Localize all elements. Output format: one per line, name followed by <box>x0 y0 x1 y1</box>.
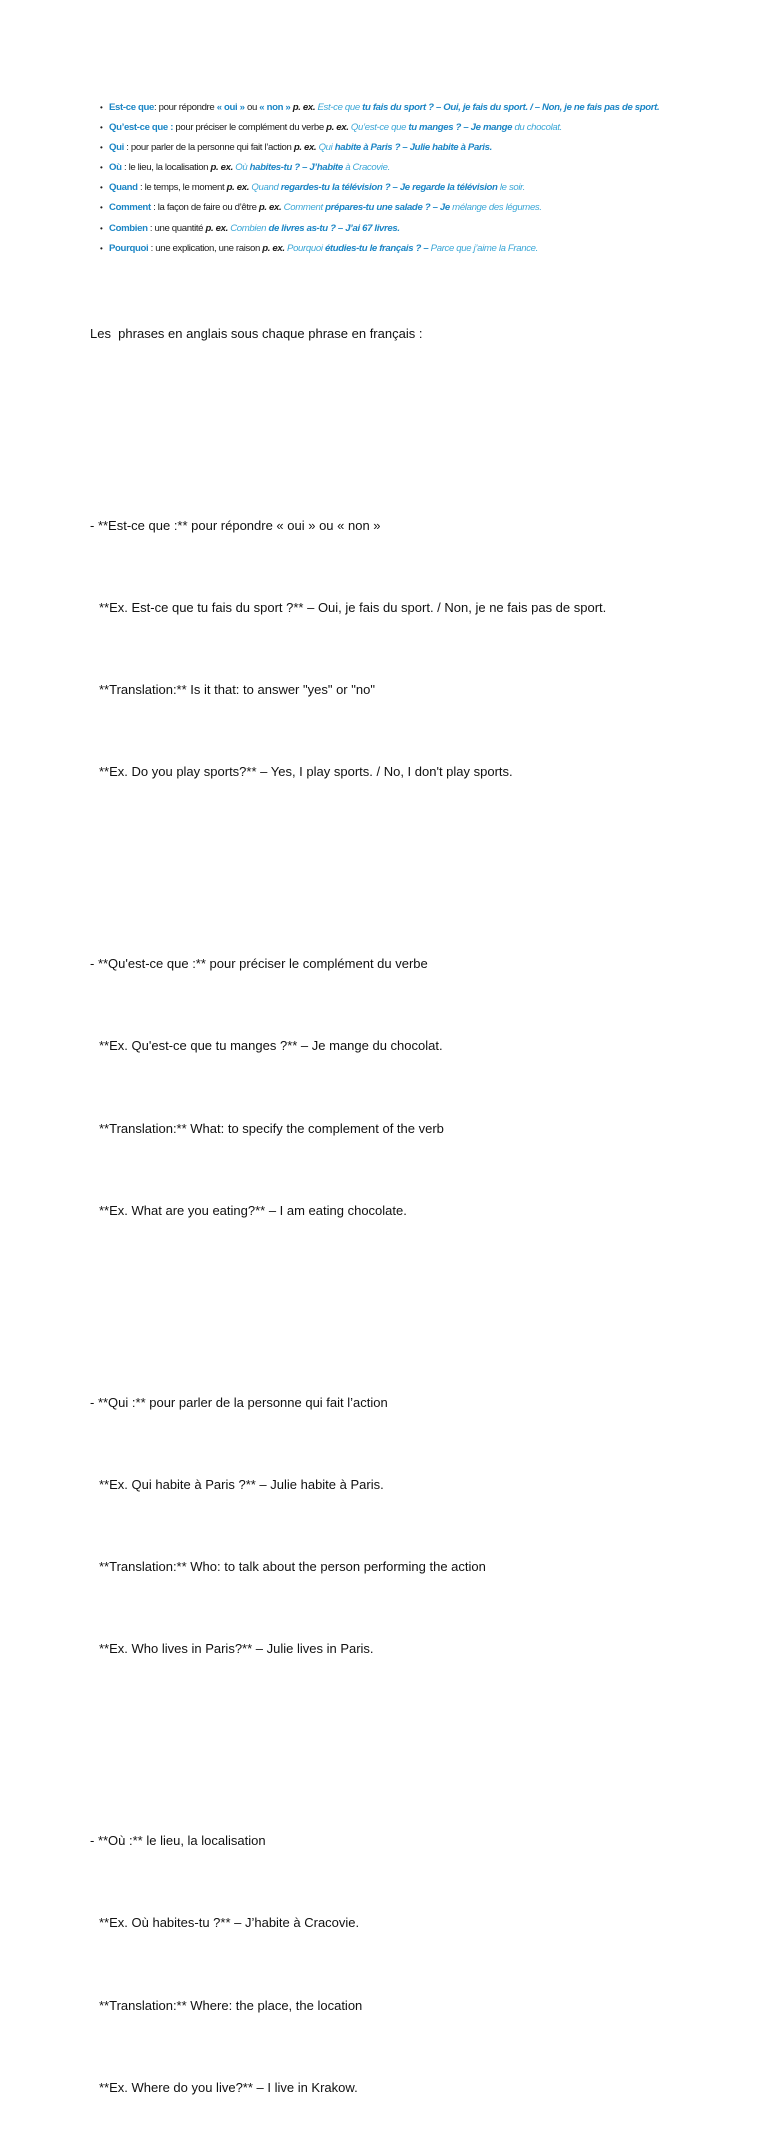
french-example: **Ex. Qu'est-ce que tu manges ?** – Je mange du chocolat. <box>99 1038 443 1054</box>
example-start: Qu’est-ce que <box>350 122 409 134</box>
section-heading: - **Où :** le lieu, la localisation <box>90 1833 266 1849</box>
section-heading: - **Qu'est-ce que :** pour préciser le complément du verbe <box>90 956 428 972</box>
definition-mid: ou <box>244 102 260 113</box>
example-start: Où <box>235 162 250 174</box>
pex-label: p. ex. <box>262 242 288 254</box>
example-end: mélange des légumes. <box>452 202 542 214</box>
example-start: Quand <box>251 182 281 194</box>
translation-line: **Translation:** What: to specify the complement of the verb <box>99 1120 444 1136</box>
english-example: **Ex. Where do you live?** – I live in Krakow. <box>99 2079 358 2095</box>
pex-label: p. ex. <box>326 122 351 134</box>
quote-non: « non » <box>259 102 291 113</box>
french-example: **Ex. Est-ce que tu fais du sport ?** – Oui, je fais du sport. / Non, je ne fais pas de sport. <box>99 599 607 615</box>
definition: : pour parler de la personne qui fait l’action <box>123 142 294 154</box>
example-end: le soir. <box>499 182 525 194</box>
example-bold: de livres as-tu ? – J’ai 67 livres. <box>268 222 400 234</box>
definition: : le lieu, la localisation <box>121 162 211 174</box>
blank-line <box>90 1717 730 1744</box>
definition: : le temps, le moment <box>137 182 227 194</box>
question-word: Qu’est-ce que : <box>109 122 174 134</box>
excerpt-row <box>100 138 700 158</box>
blank-line <box>90 402 730 429</box>
question-word: Qui <box>109 142 124 154</box>
pex-label: p. ex. <box>293 142 319 154</box>
translation-line: **Translation:** Who: to talk about the person performing the action <box>99 1559 486 1575</box>
english-example: **Ex. What are you eating?** – I am eating chocolate. <box>99 1202 407 1218</box>
intro-line: Les phrases en anglais sous chaque phrase en français : <box>90 325 423 341</box>
example-start: Combien <box>230 222 269 234</box>
translation-line: **Translation:** Where: the place, the location <box>99 1997 363 2013</box>
bullet-icon: • <box>100 123 103 133</box>
example-start: Est-ce que <box>317 102 363 113</box>
excerpt-row <box>100 198 700 218</box>
section-heading: - **Est-ce que :** pour répondre « oui » ou « non » <box>90 517 381 533</box>
definition: : une quantité <box>147 222 206 234</box>
document-body <box>90 265 730 2129</box>
pex-label: p. ex. <box>226 182 252 194</box>
excerpt-row <box>100 239 700 259</box>
pex-label: p. ex. <box>205 222 231 234</box>
example-start: Qui <box>318 142 335 154</box>
definition: : la façon de faire ou d’être <box>150 202 259 214</box>
example-bold: prépares-tu une salade ? – Je <box>325 202 453 214</box>
translation-line: **Translation:** Is it that: to answer "yes" or "no" <box>99 682 375 698</box>
english-example: **Ex. Do you play sports?** – Yes, I play sports. / No, I don't play sports. <box>99 764 513 780</box>
bullet-icon: • <box>100 243 103 253</box>
example-bold: habites-tu ? – J’habite <box>249 162 346 174</box>
example-end: Parce que j’aime la France. <box>430 242 538 254</box>
definition: pour préciser le complément du verbe <box>173 122 327 134</box>
french-example: **Ex. Où habites-tu ?** – J’habite à Cracovie. <box>99 1915 360 1931</box>
blank-line <box>90 841 730 868</box>
french-example: **Ex. Qui habite à Paris ?** – Julie habite à Paris. <box>99 1476 384 1492</box>
textbook-excerpt <box>100 98 700 259</box>
excerpt-row <box>100 158 700 178</box>
excerpt-row <box>100 118 700 138</box>
question-word: Combien <box>109 222 148 234</box>
example-start: Comment <box>283 202 326 214</box>
question-word: Est-ce que <box>109 102 155 113</box>
section-heading: - **Qui :** pour parler de la personne qui fait l’action <box>90 1394 388 1410</box>
pex-label: p. ex. <box>210 162 236 174</box>
english-example: **Ex. Who lives in Paris?** – Julie lives in Paris. <box>99 1641 374 1657</box>
definition: : une explication, une raison <box>148 242 263 254</box>
bullet-icon: • <box>100 223 103 233</box>
example-bold: étudies-tu le français ? – <box>324 242 431 254</box>
question-word: Quand <box>109 182 138 194</box>
bullet-icon: • <box>100 103 103 112</box>
excerpt-row <box>100 178 700 198</box>
example-bold: habite à Paris ? – Julie habite à Paris. <box>334 142 492 154</box>
definition: : pour répondre <box>154 102 217 113</box>
question-word: Comment <box>109 202 151 214</box>
pex-label: p. ex. <box>258 202 284 214</box>
example-start: Pourquoi <box>287 242 325 254</box>
question-word: Pourquoi <box>109 242 149 254</box>
question-word: Où <box>109 162 122 174</box>
bullet-icon: • <box>100 183 103 193</box>
blank-line <box>90 1279 730 1306</box>
example-end: à Cracovie. <box>345 162 390 174</box>
example-bold: regardes-tu la télévision ? – Je regarde la télévision <box>280 182 500 194</box>
excerpt-row <box>100 219 700 239</box>
bullet-icon: • <box>100 203 103 213</box>
excerpt-row <box>100 98 700 118</box>
quote-oui: « oui » <box>216 102 245 113</box>
bullet-icon: • <box>100 163 103 173</box>
bullet-icon: • <box>100 143 103 153</box>
example-end: du chocolat. <box>514 122 562 134</box>
pex-label: p. ex. <box>290 102 318 113</box>
example-bold: tu manges ? – Je mange <box>408 122 515 134</box>
example-bold: tu fais du sport ? – Oui, je fais du sport. / – Non, je ne fais pas de sport. <box>362 102 660 113</box>
